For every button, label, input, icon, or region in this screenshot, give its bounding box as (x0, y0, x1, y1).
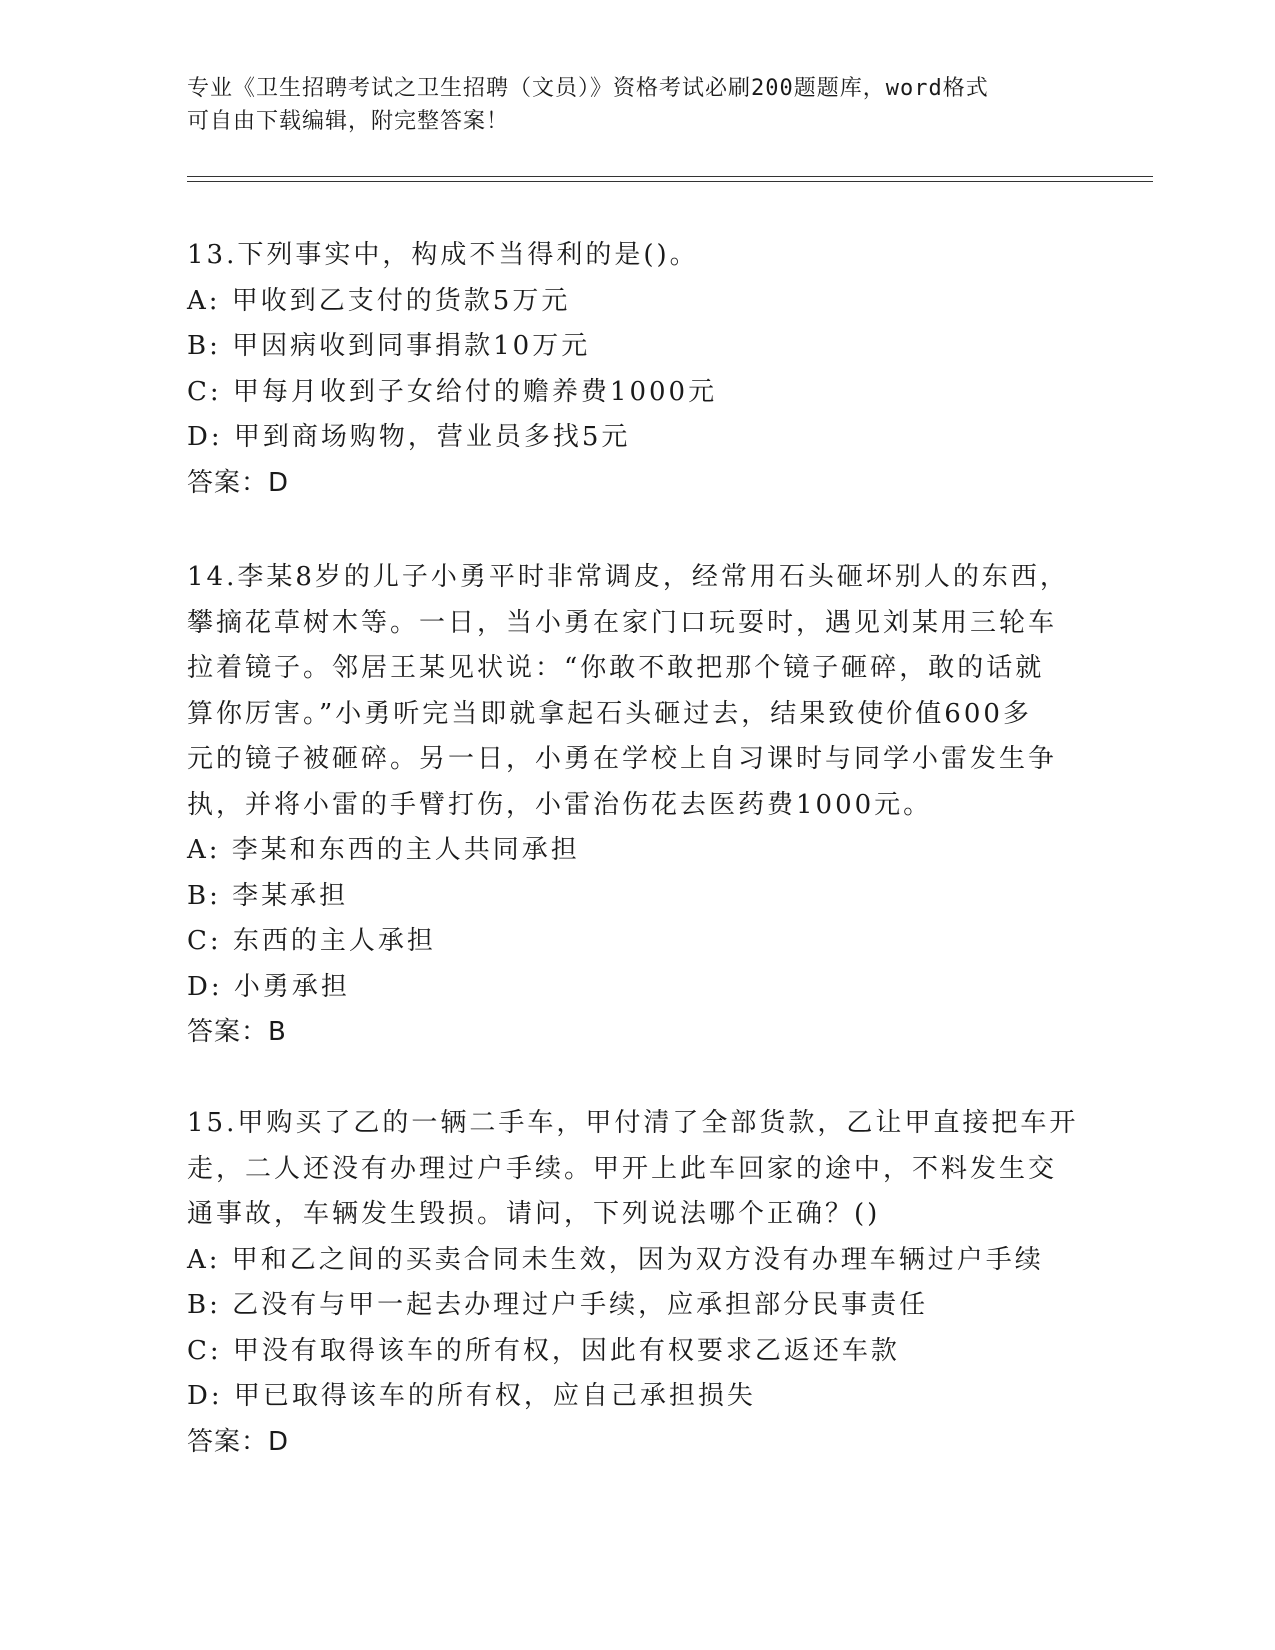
option-d: D: 甲到商场购物，营业员多找5元 (187, 422, 631, 452)
question-stem-line: 拉着镜子。邻居王某见状说：“你敢不敢把那个镜子砸碎，敢的话就 (187, 653, 1045, 683)
option-c: C: 甲没有取得该车的所有权，因此有权要求乙返还车款 (187, 1335, 900, 1366)
answer: 答案：D (187, 1426, 290, 1457)
option-b: B: 乙没有与甲一起去办理过户手续，应承担部分民事责任 (187, 1290, 929, 1320)
option-a: A: 李某和东西的主人共同承担 (187, 835, 580, 865)
question-stem-line: 15.甲购买了乙的一辆二手车，甲付清了全部货款，乙让甲直接把车开 (187, 1108, 1079, 1138)
question-stem-line: 走，二人还没有办理过户手续。甲开上此车回家的途中，不料发生交 (187, 1153, 1058, 1184)
question-stem-line: 执，并将小雷的手臂打伤，小雷治伤花去医药费1000元。 (187, 789, 933, 820)
question-stem: 13.下列事实中，构成不当得利的是()。 (187, 240, 699, 270)
question-15 (187, 1101, 1087, 1465)
answer: 答案：D (187, 467, 290, 498)
question-stem-line: 算你厉害。”小勇听完当即就拿起石头砸过去，结果致使价值600多 (187, 698, 1032, 729)
header-line-2: 可自由下载编辑，附完整答案！ (187, 109, 510, 134)
option-c: C: 甲每月收到子女给付的赡养费1000元 (187, 376, 718, 407)
option-b: B: 甲因病收到同事捐款10万元 (187, 331, 591, 361)
option-d: D: 小勇承担 (187, 971, 350, 1002)
question-14 (187, 555, 1087, 1056)
option-a: A: 甲和乙之间的买卖合同未生效，因为双方没有办理车辆过户手续 (187, 1244, 1044, 1275)
option-c: C: 东西的主人承担 (187, 926, 436, 956)
question-13 (187, 233, 1087, 506)
header-line-1: 专业《卫生招聘考试之卫生招聘（文员）》资格考试必刷200题题库，word格式 (187, 76, 989, 101)
option-a: A: 甲收到乙支付的货款5万元 (187, 285, 571, 316)
answer: 答案：B (187, 1017, 287, 1047)
question-stem-line: 14.李某8岁的儿子小勇平时非常调皮，经常用石头砸坏别人的东西， (187, 562, 1069, 592)
option-d: D: 甲已取得该车的所有权，应自己承担损失 (187, 1381, 756, 1411)
header-divider (187, 176, 1153, 182)
question-stem-line: 攀摘花草树木等。一日，当小勇在家门口玩耍时，遇见刘某用三轮车 (187, 607, 1058, 638)
question-stem-line: 通事故，车辆发生毁损。请问，下列说法哪个正确？() (187, 1199, 881, 1229)
document-header (187, 72, 1067, 138)
question-stem-line: 元的镜子被砸碎。另一日，小勇在学校上自习课时与同学小雷发生争 (187, 744, 1058, 774)
option-b: B: 李某承担 (187, 880, 349, 911)
